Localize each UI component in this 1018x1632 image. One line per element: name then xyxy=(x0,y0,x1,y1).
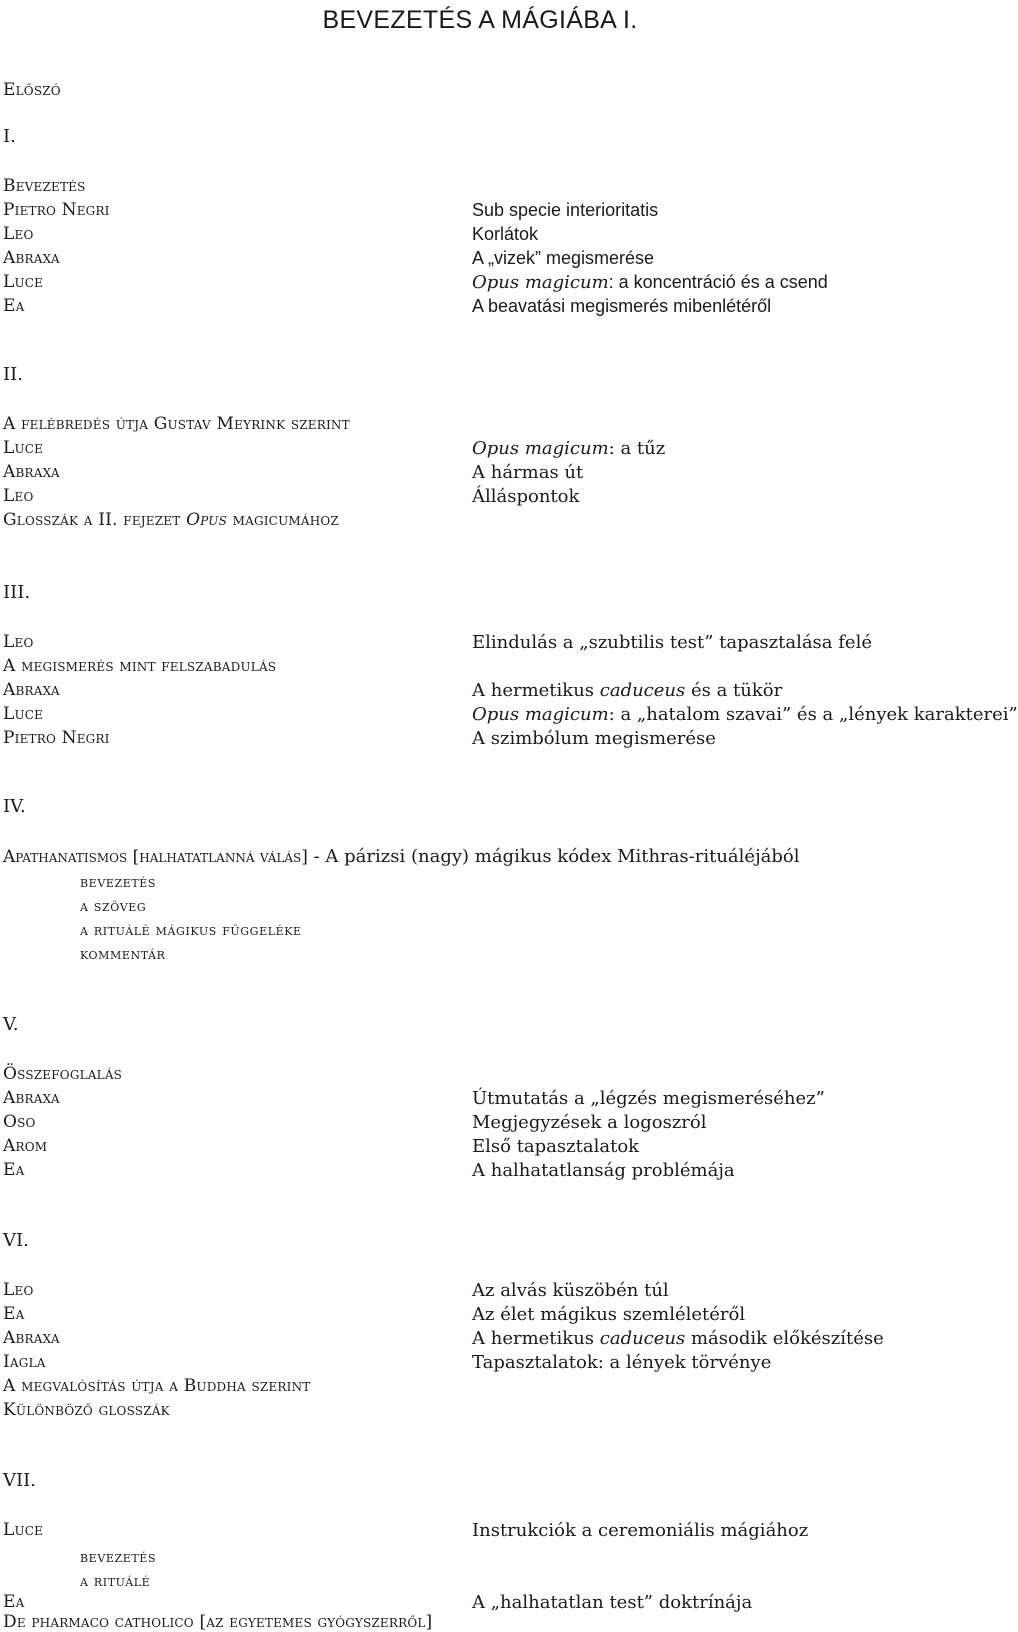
toc-left-entry: Leo xyxy=(3,632,34,652)
section-numeral-7: VII. xyxy=(3,1470,36,1491)
toc-right-entry xyxy=(472,680,782,701)
toc-left-entry: Bevezetés xyxy=(3,176,86,196)
toc-left-entry: Iagla xyxy=(3,1352,46,1372)
toc-right-entry: Első tapasztalatok xyxy=(472,1136,640,1157)
toc-left-entry: Leo xyxy=(3,1280,34,1300)
toc-left-entry: De pharmaco catholico [az egyetemes gyógyszerről] xyxy=(3,1612,433,1632)
entry-text: Apathanatismos [halhatatlanná válás] xyxy=(3,847,308,867)
toc-left-entry xyxy=(3,510,339,530)
toc-left-entry: Luce xyxy=(3,272,44,292)
entry-text: A hermetikus xyxy=(472,680,600,701)
toc-left-entry: Luce xyxy=(3,438,44,458)
toc-right-entry: Útmutatás a „légzés megismeréséhez” xyxy=(472,1088,825,1109)
toc-sub-entry: kommentár xyxy=(80,945,166,963)
entry-text-italic: caduceus xyxy=(599,680,686,701)
toc-left-entry: Arom xyxy=(3,1136,48,1156)
section-numeral-6: VI. xyxy=(3,1230,29,1251)
section-numeral-4: IV. xyxy=(3,796,26,817)
toc-right-entry xyxy=(472,704,1018,725)
toc-right-entry: A halhatatlanság problémája xyxy=(472,1160,735,1181)
toc-right-entry xyxy=(472,1328,884,1349)
toc-sub-entry: a rituálé mágikus függeléke xyxy=(80,921,302,939)
toc-left-entry: Pietro Negri xyxy=(3,728,110,748)
toc-left-entry: Abraxa xyxy=(3,1088,60,1108)
toc-right-entry: A „halhatatlan test” doktrínája xyxy=(472,1592,753,1613)
toc-sub-entry: a szöveg xyxy=(80,897,147,915)
toc-left-entry: Abraxa xyxy=(3,248,60,268)
section-numeral-3: III. xyxy=(3,582,31,603)
toc-left-entry: Ea xyxy=(3,296,25,316)
entry-text: Glosszák a II. fejezet xyxy=(3,510,187,530)
entry-text: magicumához xyxy=(227,510,339,530)
toc-right-entry xyxy=(472,438,665,459)
entry-text: A hermetikus xyxy=(472,1328,600,1349)
toc-right-entry: Sub specie interioritatis xyxy=(472,200,659,220)
toc-left-entry: Különböző glosszák xyxy=(3,1400,170,1420)
toc-left-entry: Oso xyxy=(3,1112,36,1132)
section-numeral-1: I. xyxy=(3,126,16,147)
toc-right-entry: A „vizek” megismerése xyxy=(472,248,655,268)
opus-magicum-text: Opus magicum xyxy=(472,704,609,725)
toc-left-entry: Luce xyxy=(3,704,44,724)
toc-right-entry: A szimbólum megismerése xyxy=(472,728,716,749)
toc-left-entry: Összefoglalás xyxy=(3,1064,123,1084)
toc-left-entry: Leo xyxy=(3,486,34,506)
toc-right-entry: Álláspontok xyxy=(472,486,580,507)
toc-right-entry xyxy=(472,272,828,293)
toc-left-entry: A felébredés útja Gustav Meyrink szerint xyxy=(3,414,350,434)
toc-left-entry: A megismerés mint felszabadulás xyxy=(3,656,277,676)
toc-sub-entry: bevezetés xyxy=(80,1548,157,1566)
toc-right-entry: Az alvás küszöbén túl xyxy=(472,1280,669,1301)
toc-sub-entry: a rituálé xyxy=(80,1572,151,1590)
section-4-heading xyxy=(3,846,800,867)
toc-left-entry: Abraxa xyxy=(3,1328,60,1348)
entry-text: második előkészítése xyxy=(685,1328,884,1349)
toc-left-entry: Pietro Negri xyxy=(3,200,110,220)
toc-right-entry: Megjegyzések a logoszról xyxy=(472,1112,707,1133)
toc-right-entry: Instrukciók a ceremoniális mágiához xyxy=(472,1520,809,1541)
entry-text-italic: caduceus xyxy=(599,1328,686,1349)
section-numeral-2: II. xyxy=(3,364,23,385)
entry-text-italic: Opus xyxy=(186,510,227,530)
toc-left-entry: Abraxa xyxy=(3,462,60,482)
toc-left-entry: A megvalósítás útja a Buddha szerint xyxy=(3,1376,311,1396)
opus-magicum-text: Opus magicum xyxy=(472,272,609,293)
entry-text: - A párizsi (nagy) mágikus kódex Mithras-rituáléjából xyxy=(307,846,800,867)
section-numeral-5: V. xyxy=(3,1014,19,1035)
toc-right-entry: A beavatási megismerés mibenlétéről xyxy=(472,296,772,316)
toc-left-entry: Ea xyxy=(3,1160,25,1180)
toc-left-entry: Luce xyxy=(3,1520,44,1540)
preface-heading: Előszó xyxy=(3,80,61,100)
toc-left-entry: Ea xyxy=(3,1304,25,1324)
entry-text: : a tűz xyxy=(608,438,666,459)
toc-right-entry: Korlátok xyxy=(472,224,539,244)
toc-left-entry: Abraxa xyxy=(3,680,60,700)
entry-text: : a koncentráció és a csend xyxy=(608,272,828,292)
opus-magicum-text: Opus magicum xyxy=(472,438,609,459)
toc-right-entry: Elindulás a „szubtilis test” tapasztalása felé xyxy=(472,632,872,653)
toc-right-entry: Az élet mágikus szemléletéről xyxy=(472,1304,746,1325)
toc-left-entry: Ea xyxy=(3,1592,25,1612)
page-title: BEVEZETÉS A MÁGIÁBA I. xyxy=(322,6,638,34)
toc-left-entry: Leo xyxy=(3,224,34,244)
toc-right-entry: Tapasztalatok: a lények törvénye xyxy=(472,1352,772,1373)
toc-sub-entry: bevezetés xyxy=(80,873,157,891)
toc-right-entry: A hármas út xyxy=(472,462,584,483)
entry-text: : a „hatalom szavai” és a „lények karakterei” xyxy=(608,704,1018,725)
entry-text: és a tükör xyxy=(685,680,783,701)
